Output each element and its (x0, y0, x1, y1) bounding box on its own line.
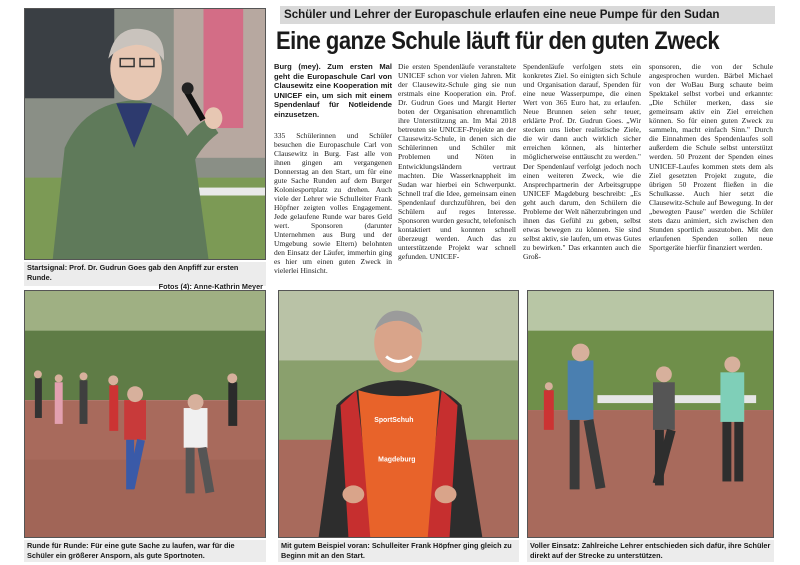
article-lead: Burg (mey). Zum ersten Mal geht die Europaschule Carl von Clausewitz eine Kooperation mit UNICEF ein, um sich mit einem Spendenlauf für Notleidende einzusetzen. (274, 62, 392, 119)
photo-credit: Fotos (4): Anne-Kathrin Meyer (158, 282, 263, 292)
paragraph: 335 Schülerinnen und Schüler besuchen die Europaschule Carl von Clausewitz in Burg. Fast alle von ihnen gingen am vergangenen Donnerstag an den Start, um für eine gute Sache Runden auf dem Burger Koloniesportplatz zu drehen. Auch viele der Lehrer wie Schulleiter Frank Höpfner zeigten volles Engagement. Jede gelaufene Runde war bares Geld wert. Sponsoren (darunter Unternehmen aus Burg und der Umgebung sowie Eltern) belohnten den Einsatz der Läufer, immerhin ging es hier um einen guten Zweck in vielerlei Hinsicht. (274, 130, 392, 276)
article-kicker: Schüler und Lehrer der Europaschule erlaufen eine neue Pumpe für den Sudan (280, 6, 775, 24)
shirt-brand-top: SportSchuh (374, 416, 414, 424)
photo-headmaster (278, 290, 519, 538)
shirt-brand-bottom: Magdeburg (378, 456, 416, 464)
paragraph: Spendenläufe verfolgen stets ein konkretes Ziel. So einigten sich Schule und Organisation darauf, Spenden für eine neue Wasserpumpe, die einen Wert von 365 Euro hat, zu erlaufen. Neue Brunnen seien sehr teuer, erklärte Prof. Dr. Gudrun Goes. „Wir stecken uns lieber realistische Ziele, die wir dann auch wirklich sicher erreichen können, als hinterher möglicherweise enttäuscht zu werden." Der Spendenlauf verfolgt jedoch noch einen weiteren Zweck, wie die Ansprechpartnerin der Arbeitsgruppe UNICEF Magdeburg beschreibt: „Es geht auch darum, den Schülern die Probleme der Welt näherzubringen und ihnen das Gefühl zu geben, selbst etwas bewegen zu können. Sie sind selbst aktiv, sie laufen, um etwas Gutes zu bewirken." Das erkannten auch die Groß- (523, 62, 641, 261)
text-column-1 (274, 62, 392, 284)
caption-photo-2: Runde für Runde: Für eine gute Sache zu laufen, war für die Schüler ein größerer Ansporn, als gute Sportnoten. (24, 540, 266, 562)
caption-photo-3: Mit gutem Beispiel voran: Schulleiter Frank Höpfner ging gleich zu Beginn mit an den Start. (278, 540, 519, 562)
text-column-2 (398, 62, 516, 284)
article-headline: Eine ganze Schule läuft für den guten Zweck (276, 27, 720, 55)
text-column-4 (649, 62, 773, 284)
photo-start-signal (24, 8, 266, 260)
paragraph: sponsoren, die von der Schule angesprochen wurden. Bärbel Michael von der WoBau Burg schaute beim Spektakel selbst vorbei und erkannte: „Die Schüler merken, dass sie gemeinsam aktiv ein Ziel erreichen können. So für einen guten Zweck zu sammeln, macht einfach Sinn." Durch die Einnahmen des Spendenlaufes soll außerdem die Schule selbst unterstützt werden. 50 Prozent der Spenden eines UNICEF-Laufes kommen stets dem als Ziel gesetzten Projekt zugute, die übrigen 50 Prozent fließen in die Schulkasse. Auch hier setzt die Clausewitz-Schule auf Bewegung. In der „bewegten Pause" werden die Schüler stets dazu animiert, sich zwischen den Stunden sportlich auszutoben. Mit den erlaufenen Spenden sollen neue Sportgeräte hierfür finanziert werden. (649, 62, 773, 252)
caption-text: Startsignal: Prof. Dr. Gudrun Goes gab den Anpfiff zur ersten Runde. (27, 263, 239, 282)
photo-teachers-running (527, 290, 774, 538)
caption-photo-4: Voller Einsatz: Zahlreiche Lehrer entschieden sich dafür, ihre Schüler direkt auf der Strecke zu unterstützen. (527, 540, 774, 562)
photo-runners-group (24, 290, 266, 538)
caption-photo-1 (24, 262, 266, 292)
text-column-3 (523, 62, 641, 284)
paragraph: Die ersten Spendenläufe veranstaltete UNICEF schon vor vielen Jahren. Mit der Clausewitz-Schule ging sie nun erstmals eine Kooperation ein. Prof. Dr. Gudrun Goes und Margit Herter boten der Organisation ehrenamtlich ihre Unterstützung an. Im Mai 2018 betreuten sie UNICEF-Projekte an der Clausewitz-Schule, in denen sich die Schülerinnen und Schüler mit Problemen und Nöten in Entwicklungsländern vertraut machten. Die Wasserknappheit im Sudan war hierbei ein Schwerpunkt. Schnell traf die Idee, gemeinsam einen Spendenlauf durchzuführen, bei den Schülern auf reges Interesse. Sponsoren wurden gesucht, telefonisch kontaktiert und konnten schnell überzeugt werden. Auch das zu unterstützende Projekt war schnell gefunden. UNICEF- (398, 62, 516, 261)
